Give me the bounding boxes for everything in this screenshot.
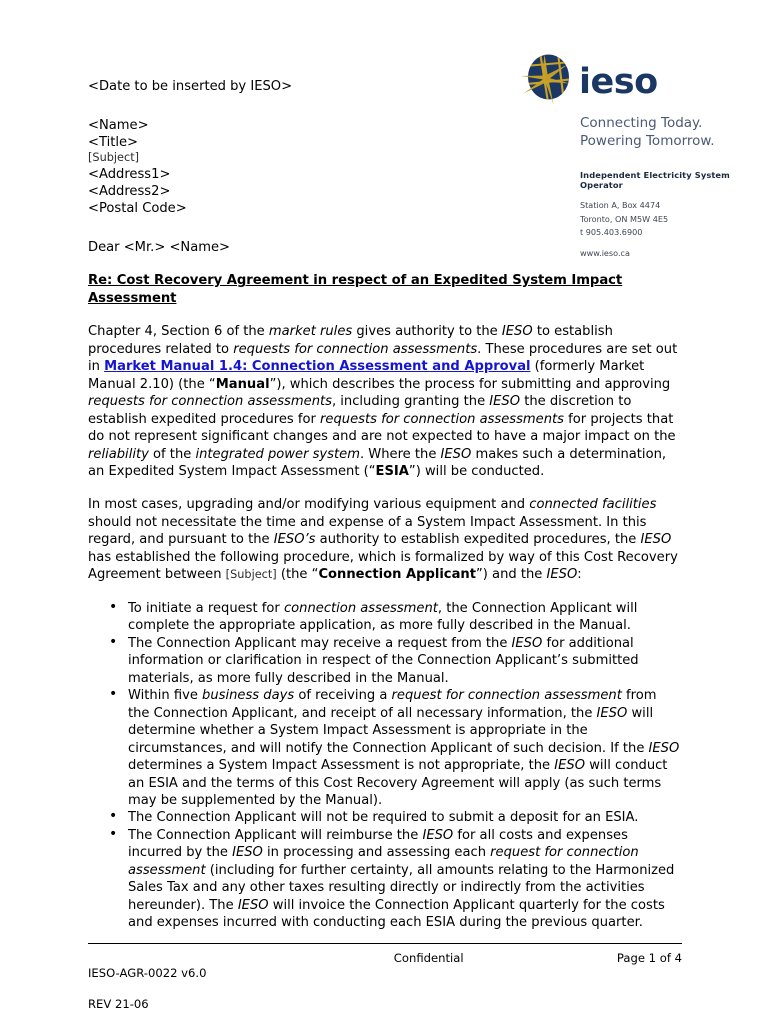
p1-em1: market rules [268, 324, 353, 340]
b3-seg1: Within five [128, 688, 203, 704]
p1-seg11: . Where the [359, 446, 441, 462]
paragraph2-subject-field[interactable]: [Subject] [225, 568, 277, 582]
b2-seg1: The Connection Applicant may receive a request from the [128, 635, 512, 651]
b1-seg2: , the Connection Applicant will complete the appropriate application, as more fully described in the Manual. [128, 600, 638, 634]
p2-seg5: (the “ [276, 567, 319, 583]
b1-seg1: To initiate a request for [128, 600, 284, 616]
p1-seg6: ”), which describes the process for submitting and approving [269, 376, 671, 392]
list-item [88, 809, 682, 826]
phone-number: t 905.403.6900 [580, 226, 643, 237]
ieso-wordmark: ieso [579, 61, 658, 102]
p1-seg12: makes such a determination, an Expedited System Impact Assessment (“ [88, 446, 667, 480]
b3-seg5: determines a System Impact Assessment is not appropriate, the [128, 758, 555, 774]
market-manual-link[interactable]: Market Manual 1.4: Connection Assessment and Approval [104, 359, 531, 375]
p2-seg1: In most cases, upgrading and/or modifying various equipment and [88, 497, 530, 513]
recipient-title: <Title> [88, 135, 139, 151]
b3-seg2: of receiving a [294, 688, 392, 704]
p2-seg3: authority to establish expedited procedures, the [315, 532, 641, 548]
p1-em7: reliability [88, 446, 149, 462]
address-line-1: Station A, Box 4474 [580, 200, 661, 211]
p1-em6: requests for connection assessments [320, 411, 564, 427]
b5-em2: IESO [232, 845, 263, 861]
footer-page-number: Page 1 of 4 [616, 951, 682, 965]
b1-em1: connection assessment [283, 600, 438, 616]
b2-em1: IESO [511, 635, 543, 651]
footer-divider [88, 943, 682, 944]
b4-seg1: The Connection Applicant will not be required to submit a deposit for an ESIA. [128, 810, 639, 826]
p2-strong1: Connection Applicant [318, 567, 476, 583]
b3-em3: IESO [596, 705, 628, 721]
p1-em9: IESO [440, 446, 472, 462]
website-url: www.ieso.ca [580, 247, 630, 258]
b5-seg5: will invoice the Connection Applicant quarterly for the costs and expenses incurred with conducting each ESIA during the previous quarter. [128, 897, 665, 931]
recipient-address-block [88, 117, 682, 217]
p1-em4: requests for connection assessments [88, 394, 332, 410]
b3-seg3: from the Connection Applicant, and receipt of all necessary information, the [128, 688, 657, 721]
paragraph-2 [88, 496, 682, 583]
recipient-address1: <Address1> [88, 166, 171, 182]
p1-seg7: , including granting the [331, 394, 490, 410]
b5-seg2: for all costs and expenses incurred by the [128, 827, 628, 861]
p1-seg10: of the [148, 446, 196, 462]
date-placeholder: <Date to be inserted by IESO> [88, 79, 293, 94]
p2-seg6: ”) and the [476, 567, 547, 583]
p1-seg4: . These procedures are set out in [88, 341, 678, 375]
recipient-postal-code: <Postal Code> [88, 200, 187, 216]
p1-seg5: (formerly Market Manual 2.10) (the “ [88, 359, 645, 392]
b3-seg6: will conduct an ESIA and the terms of this Cost Recovery Agreement will apply (as such terms may be supplemented by the Manual). [128, 758, 668, 808]
footer-document-id [88, 951, 206, 1024]
b5-seg4: (including for further certainty, all amounts relating to the Harmonized Sales Tax and any other taxes resulting directly or indirectly from the activities hereunder). The [128, 862, 675, 913]
recipient-subject-field[interactable]: [Subject] [88, 151, 140, 165]
b5-seg3: in processing and assessing each [262, 845, 491, 861]
footer-classification: Confidential [393, 951, 464, 965]
footer-revision-line: REV 21-06 [88, 996, 149, 1011]
address-line-2: Toronto, ON M5W 4E5 [580, 213, 669, 224]
list-item [88, 827, 682, 932]
p2-seg4: has established the following procedure, which is formalized by way of this Cost Recovery Agreement between [88, 549, 678, 583]
organization-name: Independent Electricity System Operator [580, 170, 730, 191]
b5-em1: IESO [422, 827, 454, 843]
p1-seg9: for projects that do not represent significant changes and are not expected to have a major impact on the [88, 411, 676, 445]
p2-em2: IESO’s [273, 532, 316, 548]
tagline-line-1: Connecting Today. [580, 115, 703, 131]
p1-strong1: Manual [215, 376, 270, 392]
p1-seg3: to establish procedures related to [88, 324, 613, 357]
b2-seg2: for additional information or clarification in respect of the Connection Applicant’s submitted materials, as more fully described in the Manual. [128, 635, 639, 686]
b3-em4: IESO [648, 740, 680, 756]
b5-em4: IESO [237, 897, 269, 913]
b3-em2: request for connection assessment [391, 688, 622, 704]
re-subject-line: Re: Cost Recovery Agreement in respect of an Expedited System Impact Assessment [88, 273, 623, 306]
tagline-line-2: Powering Tomorrow. [580, 133, 715, 150]
p1-seg1: Chapter 4, Section 6 of the [88, 324, 269, 340]
list-item [88, 600, 682, 635]
salutation: Dear <Mr.> <Name> [88, 239, 231, 255]
b3-em5: IESO [554, 758, 586, 774]
b5-em3: request for connection assessment [128, 845, 639, 878]
p1-seg8: the discretion to establish expedited procedures for [88, 394, 632, 427]
p1-em2: IESO [501, 324, 533, 340]
p1-em3: requests for connection assessments [233, 341, 478, 357]
p2-em4: IESO [546, 567, 578, 583]
list-item [88, 635, 682, 687]
p1-seg2: gives authority to the [352, 324, 502, 340]
b3-em1: business days [202, 688, 295, 704]
page-footer [88, 943, 682, 1024]
letter-body [88, 78, 682, 932]
procedure-bullet-list [88, 600, 682, 932]
footer-doc-id-line: IESO-AGR-0022 v6.0 [88, 966, 207, 981]
p2-em3: IESO [640, 532, 672, 548]
p1-em5: IESO [489, 394, 521, 410]
p2-seg2: should not necessitate the time and expense of a System Impact Assessment. In this regard, and pursuant to the [88, 514, 647, 548]
b3-seg4: will determine whether a System Impact Assessment is appropriate in the circumstances, and will notify the Connection Applicant of such decision. If the [128, 705, 654, 756]
paragraph-1 [88, 323, 682, 480]
recipient-name: <Name> [88, 118, 149, 134]
p1-em8: integrated power system [195, 446, 360, 462]
p2-em1: connected facilities [529, 497, 657, 513]
list-item [88, 687, 682, 809]
recipient-address2: <Address2> [88, 183, 171, 199]
p1-seg13: ”) will be conducted. [408, 464, 545, 480]
p1-strong2: ESIA [375, 464, 409, 480]
p2-seg7: : [577, 567, 582, 583]
b5-seg1: The Connection Applicant will reimburse the [128, 827, 423, 843]
